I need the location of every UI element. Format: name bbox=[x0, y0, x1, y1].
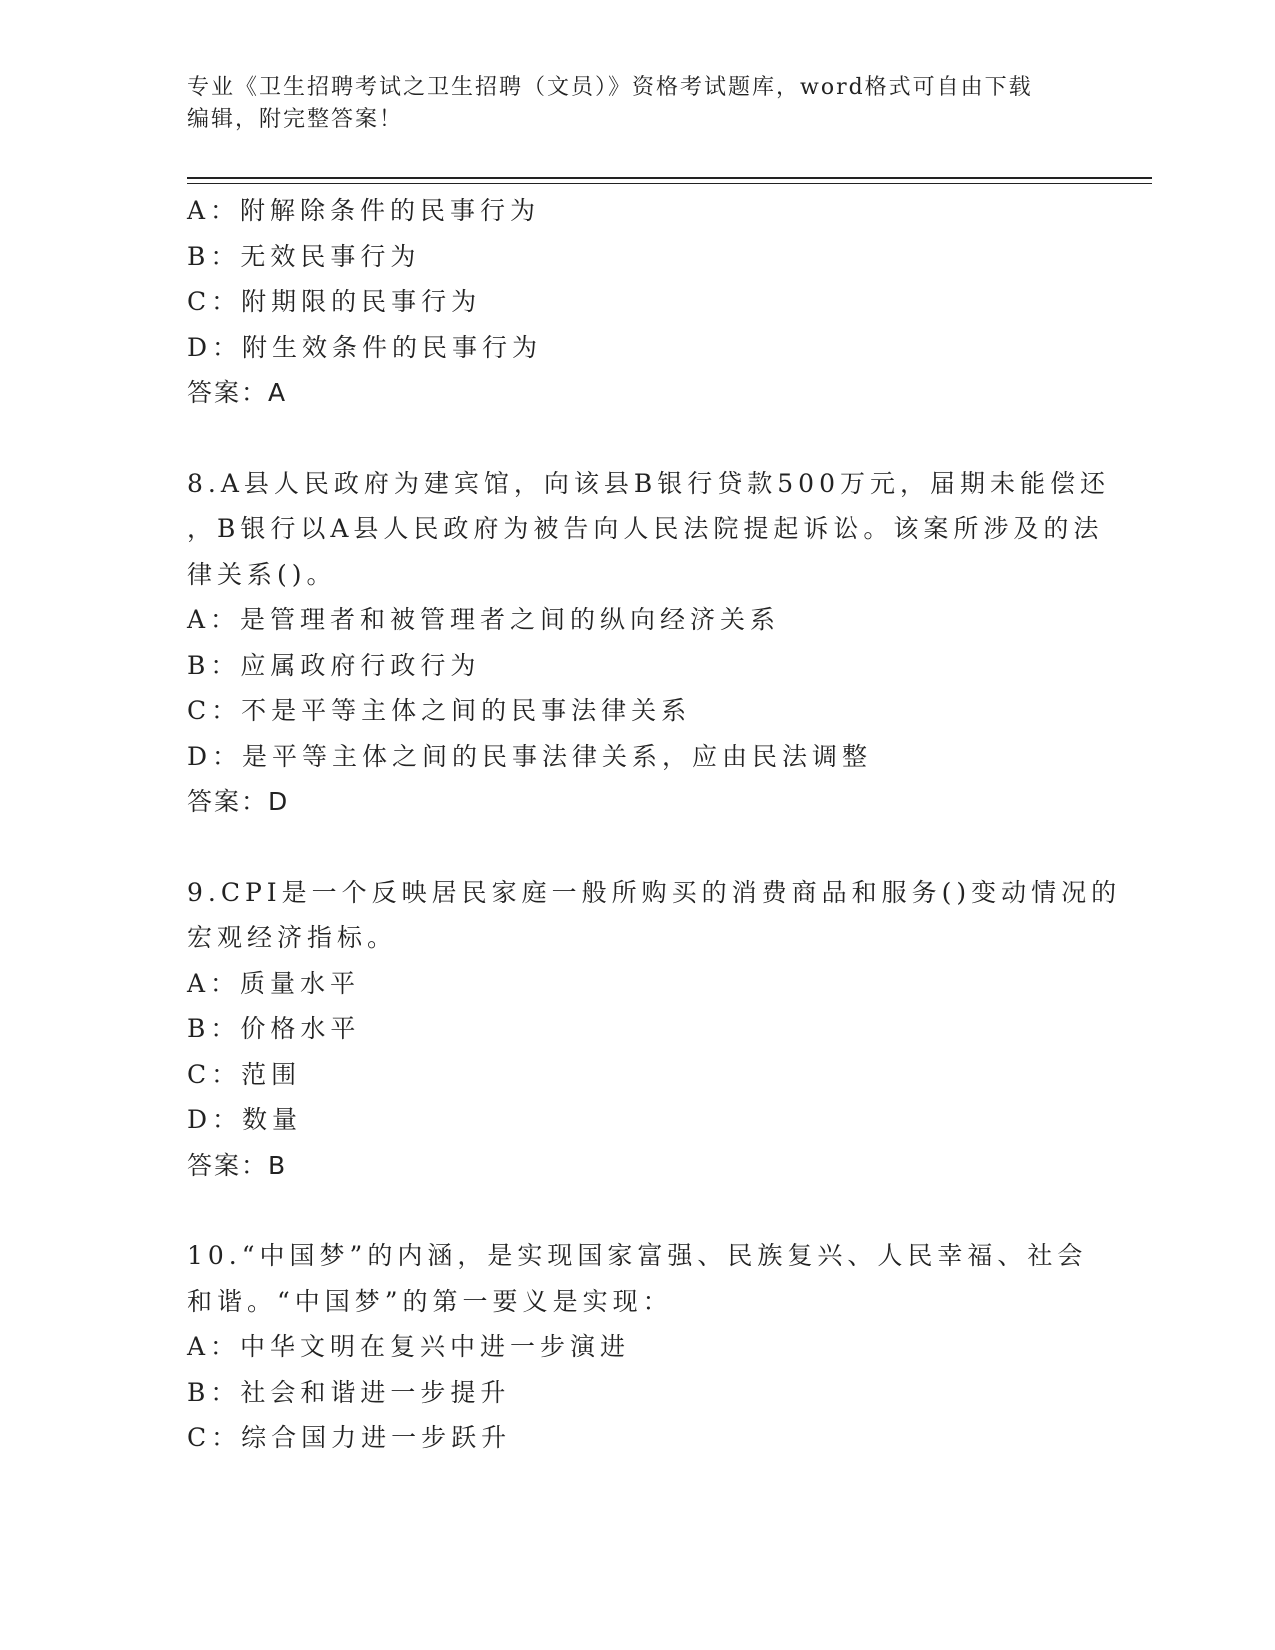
option-d: D：数量 bbox=[187, 1105, 303, 1134]
answer-line: 答案：D bbox=[187, 787, 290, 816]
question-text-line: ，B银行以A县人民政府为被告向人民法院提起诉讼。该案所涉及的法 bbox=[187, 514, 1104, 543]
question-list bbox=[187, 188, 1122, 1461]
question-text-line: 律关系()。 bbox=[187, 559, 337, 589]
question-text-line: 宏观经济指标。 bbox=[187, 923, 398, 952]
question-text-line: 和谐。“中国梦”的第一要义是实现： bbox=[187, 1286, 673, 1316]
option-c: C：附期限的民事行为 bbox=[187, 287, 482, 316]
option-d: D：附生效条件的民事行为 bbox=[187, 332, 543, 362]
option-c: C：综合国力进一步跃升 bbox=[187, 1423, 512, 1452]
question-text-line: 10.“中国梦”的内涵，是实现国家富强、民族复兴、人民幸福、社会 bbox=[187, 1241, 1088, 1270]
option-a: A：质量水平 bbox=[187, 968, 361, 998]
option-b: B：价格水平 bbox=[187, 1014, 361, 1043]
question-9 bbox=[187, 870, 1122, 1189]
header-title-line-1: 专业《卫生招聘考试之卫生招聘（文员）》资格考试题库，word格式可自由下载 bbox=[187, 75, 1033, 100]
option-a: A：是管理者和被管理者之间的纵向经济关系 bbox=[187, 605, 781, 634]
option-a: A：中华文明在复兴中进一步演进 bbox=[187, 1332, 631, 1361]
answer-line: 答案：A bbox=[187, 378, 288, 407]
document-header bbox=[187, 72, 1067, 136]
option-b: B：应属政府行政行为 bbox=[187, 650, 481, 680]
header-divider-thin bbox=[187, 183, 1152, 184]
question-10 bbox=[187, 1233, 1087, 1461]
header-title-line-2: 编辑，附完整答案！ bbox=[187, 107, 404, 132]
option-c: C：范围 bbox=[187, 1059, 302, 1089]
option-a: A：附解除条件的民事行为 bbox=[187, 196, 541, 225]
option-c: C：不是平等主体之间的民事法律关系 bbox=[187, 696, 692, 725]
question-text-line: 9.CPI是一个反映居民家庭一般所购买的消费商品和服务()变动情况的 bbox=[187, 877, 1122, 907]
header-divider-thick bbox=[187, 177, 1152, 179]
option-b: B：无效民事行为 bbox=[187, 241, 421, 271]
question-8 bbox=[187, 461, 1110, 825]
option-d: D：是平等主体之间的民事法律关系，应由民法调整 bbox=[187, 741, 873, 771]
answer-line: 答案：B bbox=[187, 1150, 288, 1180]
option-b: B：社会和谐进一步提升 bbox=[187, 1377, 511, 1407]
question-text-line: 8.A县人民政府为建宾馆，向该县B银行贷款500万元，届期未能偿还 bbox=[187, 468, 1110, 498]
question-7-tail bbox=[187, 188, 1087, 416]
